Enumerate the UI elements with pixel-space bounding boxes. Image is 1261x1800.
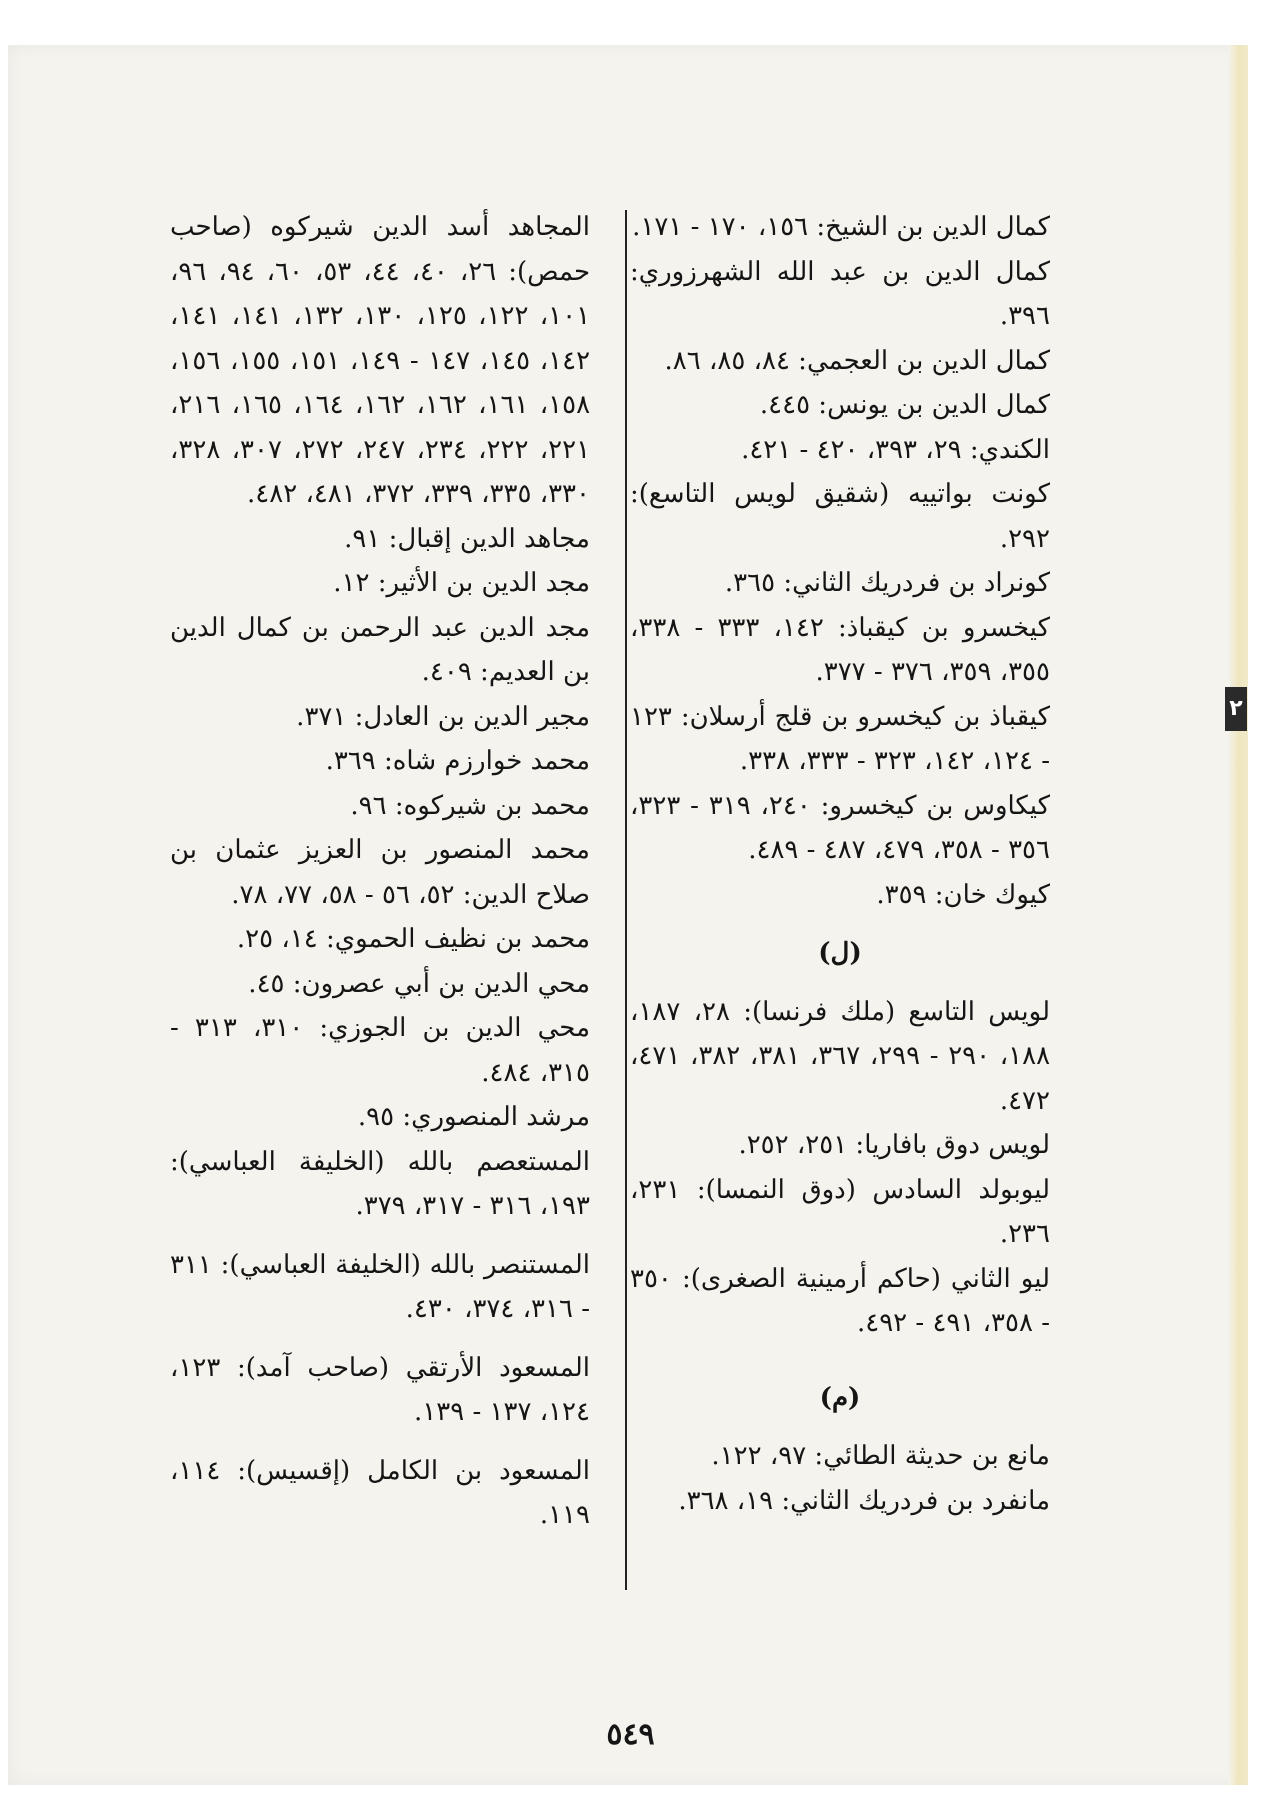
index-column-left <box>170 205 590 1538</box>
index-entry: كيقباذ بن كيخسرو بن قلج أرسلان: ١٢٣ - ١٢٤، ١٤٢، ٣٢٣ - ٣٣٣، ٣٣٨. <box>630 701 1050 776</box>
index-entry: مجير الدين بن العادل: ٣٧١. <box>296 701 590 732</box>
page-binding-edge <box>1228 45 1248 1785</box>
index-entry: كيكاوس بن كيخسرو: ٢٤٠، ٣١٩ - ٣٢٣، ٣٥٦ - ٣٥٨، ٤٧٩، ٤٨٧ - ٤٨٩. <box>630 790 1050 865</box>
index-entry: كمال الدين بن الشيخ: ١٥٦، ١٧٠ - ١٧١. <box>632 212 1050 242</box>
index-entry: المستعصم بالله (الخليفة العباسي): ١٩٣، ٣١٦ - ٣١٧، ٣٧٩. <box>170 1146 590 1221</box>
chapter-tab-marker: ٢ <box>1225 687 1247 731</box>
column-divider <box>625 210 627 1590</box>
index-entry: مانفرد بن فردريك الثاني: ١٩، ٣٦٨. <box>678 1485 1050 1516</box>
index-entry: ليوبولد السادس (دوق النمسا): ٢٣١، ٢٣٦. <box>630 1174 1050 1249</box>
index-entry: مجاهد الدين إقبال: ٩١. <box>344 523 590 554</box>
index-entry: مانع بن حديثة الطائي: ٩٧، ١٢٢. <box>711 1441 1050 1471</box>
index-entry: مجد الدين بن الأثير: ١٢. <box>333 568 590 598</box>
index-entry: كونراد بن فردريك الثاني: ٣٦٥. <box>724 568 1050 598</box>
index-entry: محي الدين بن الجوزي: ٣١٠، ٣١٣ - ٣١٥، ٤٨٤. <box>170 1013 590 1088</box>
section-heading-mim: (م) <box>819 1382 861 1413</box>
index-entry: مرشد المنصوري: ٩٥. <box>357 1102 590 1132</box>
index-entry: محمد المنصور بن العزيز عثمان بن صلاح الدين: ٥٢، ٥٦ - ٥٨، ٧٧، ٧٨. <box>170 835 590 910</box>
index-entry: محمد خوارزم شاه: ٣٦٩. <box>325 746 590 776</box>
index-entry: محمد بن شيركوه: ٩٦. <box>350 790 590 821</box>
index-entry: لويس دوق بافاريا: ٢٥١، ٢٥٢. <box>738 1130 1050 1160</box>
index-entry: المستنصر بالله (الخليفة العباسي): ٣١١ - ٣١٦، ٣٧٤، ٤٣٠. <box>170 1249 590 1324</box>
index-entry: لويس التاسع (ملك فرنسا): ٢٨، ١٨٧، ١٨٨، ٢٩٠ - ٢٩٩، ٣٦٧، ٣٨١، ٣٨٢، ٤٧١، ٤٧٢. <box>630 996 1051 1116</box>
index-entry: مجد الدين عبد الرحمن بن كمال الدين بن العديم: ٤٠٩. <box>170 612 590 687</box>
section-heading-lam: (ل) <box>818 938 862 968</box>
index-entry: كيخسرو بن كيقباذ: ١٤٢، ٣٣٣ - ٣٣٨، ٣٥٥، ٣٥٩، ٣٧٦ - ٣٧٧. <box>630 612 1051 687</box>
index-entry: المسعود بن الكامل (إقسيس): ١١٤، ١١٩. <box>170 1455 590 1530</box>
index-entry: كيوك خان: ٣٥٩. <box>876 879 1050 910</box>
index-entry: كونت بواتييه (شقيق لويس التاسع): ٢٩٢. <box>630 479 1050 554</box>
index-entry: كمال الدين بن عبد الله الشهرزوري: ٣٩٦. <box>630 256 1050 331</box>
index-entry: كمال الدين بن العجمي: ٨٤، ٨٥، ٨٦. <box>664 345 1050 376</box>
index-entry: المسعود الأرتقي (صاحب آمد): ١٢٣، ١٢٤، ١٣٧ - ١٣٩. <box>170 1352 590 1427</box>
index-entry: الكندي: ٢٩، ٣٩٣، ٤٢٠ - ٤٢١. <box>741 434 1050 465</box>
index-entry: المجاهد أسد الدين شيركوه (صاحب حمص): ٢٦، ٤٠، ٤٤، ٥٣، ٦٠، ٩٤، ٩٦، ١٠١، ١٢٢، ١٢٥، ١٣٠، ١٣٢، ١٤١، ١٤١، ١٤٢، ١٤٥، ١٤٧ - ١٤٩، ١٥١، ١٥٥، ١٥٦، ١٥٨، ١٦١، ١٦٢، ١٦٢، ١٦٤، ١٦٥، ٢١٦، ٢٢١، ٢٢٢، ٢٣٤، ٢٤٧، ٢٧٢، ٣٠٧، ٣٢٨، ٣٣٠، ٣٣٥، ٣٣٩، ٣٧٢، ٤٨١، ٤٨٢. <box>170 212 591 509</box>
index-entry: كمال الدين بن يونس: ٤٤٥. <box>759 390 1050 420</box>
index-entry: محي الدين بن أبي عصرون: ٤٥. <box>248 968 590 999</box>
page-number: ٥٤٩ <box>606 1717 655 1752</box>
index-column-right <box>630 205 1050 1523</box>
index-entry: ليو الثاني (حاكم أرمينية الصغرى): ٣٥٠ - ٣٥٨، ٤٩١ - ٤٩٢. <box>630 1263 1050 1338</box>
index-columns <box>170 205 1050 1635</box>
index-entry: محمد بن نظيف الحموي: ١٤، ٢٥. <box>236 924 590 954</box>
